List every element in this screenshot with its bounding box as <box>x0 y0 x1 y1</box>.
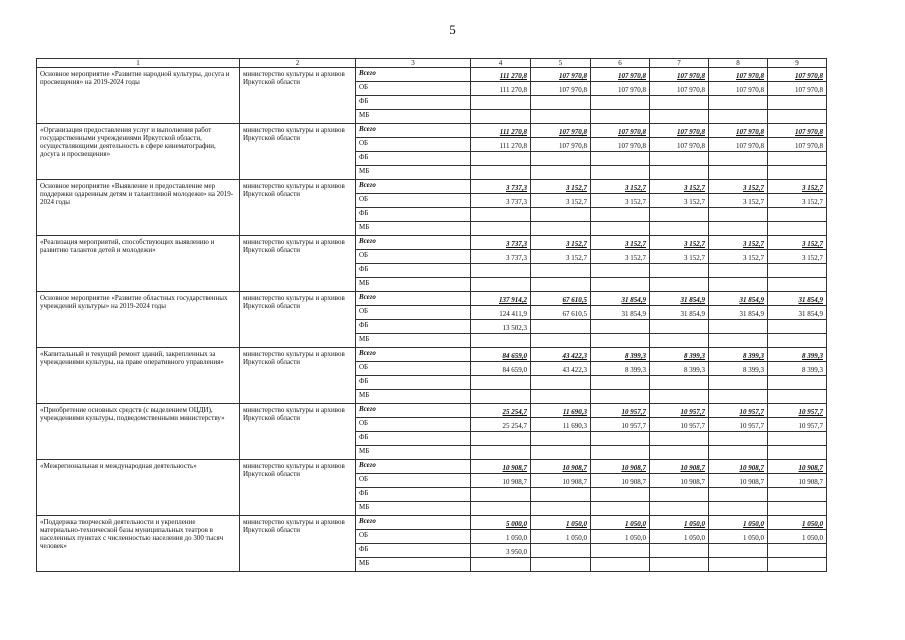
amount-cell: 10 908,7 <box>709 474 768 488</box>
amount-cell: 8 399,3 <box>709 362 768 376</box>
amount-cell: 3 152,7 <box>768 236 827 250</box>
amount-cell <box>591 334 650 348</box>
amount-cell <box>650 222 709 236</box>
amount-cell: 1 050,0 <box>709 516 768 530</box>
funding-source: ФБ <box>356 376 471 390</box>
amount-cell: 10 957,7 <box>709 404 768 418</box>
amount-cell <box>531 320 591 334</box>
amount-cell <box>591 264 650 278</box>
funding-source: ФБ <box>356 152 471 166</box>
amount-cell: 10 957,7 <box>650 418 709 432</box>
amount-cell <box>709 446 768 460</box>
amount-cell <box>531 334 591 348</box>
funding-source: ОБ <box>356 418 471 432</box>
amount-cell: 10 908,7 <box>768 474 827 488</box>
amount-cell <box>650 488 709 502</box>
amount-cell: 10 957,7 <box>591 404 650 418</box>
amount-cell <box>768 208 827 222</box>
amount-cell: 107 970,8 <box>650 82 709 96</box>
amount-cell: 111 270,8 <box>471 82 531 96</box>
amount-cell: 3 152,7 <box>531 236 591 250</box>
funding-source: ФБ <box>356 432 471 446</box>
amount-cell <box>650 376 709 390</box>
amount-cell: 8 399,3 <box>768 348 827 362</box>
measure-name: «Капитальный и текущий ремонт зданий, закрепленных за учреждениями культуры, на праве оперативного управления» <box>37 348 240 404</box>
measure-name: «Межрегиональная и международная деятельность» <box>37 460 240 516</box>
amount-cell <box>471 488 531 502</box>
amount-cell <box>531 544 591 558</box>
amount-cell <box>650 152 709 166</box>
header-cell: 4 <box>471 59 531 68</box>
amount-cell: 8 399,3 <box>650 348 709 362</box>
amount-cell <box>591 166 650 180</box>
amount-cell: 31 854,9 <box>650 292 709 306</box>
amount-cell <box>471 446 531 460</box>
amount-cell: 5 000,0 <box>471 516 531 530</box>
amount-cell: 1 050,0 <box>709 530 768 544</box>
amount-cell <box>591 558 650 572</box>
amount-cell <box>768 166 827 180</box>
amount-cell <box>709 208 768 222</box>
amount-cell: 3 152,7 <box>531 194 591 208</box>
amount-cell <box>768 222 827 236</box>
amount-cell <box>650 558 709 572</box>
amount-cell: 107 970,8 <box>768 82 827 96</box>
amount-cell: 84 659,0 <box>471 362 531 376</box>
amount-cell: 1 050,0 <box>650 516 709 530</box>
amount-cell: 3 152,7 <box>591 250 650 264</box>
amount-cell <box>768 390 827 404</box>
amount-cell <box>531 488 591 502</box>
amount-cell: 67 610,5 <box>531 306 591 320</box>
amount-cell <box>531 502 591 516</box>
table-row <box>37 404 827 418</box>
amount-cell: 107 970,8 <box>768 124 827 138</box>
funding-source: ОБ <box>356 474 471 488</box>
responsible-org: министерство культуры и архивов Иркутской области <box>240 404 356 460</box>
amount-cell <box>768 320 827 334</box>
amount-cell: 3 152,7 <box>650 180 709 194</box>
amount-cell: 107 970,8 <box>709 124 768 138</box>
amount-cell <box>709 334 768 348</box>
funding-source: ОБ <box>356 250 471 264</box>
measure-name: Основное мероприятие «Развитие народной культуры, досуга и просвещения» на 2019-2024 годы <box>37 68 240 124</box>
funding-source: МБ <box>356 278 471 292</box>
funding-source: ОБ <box>356 82 471 96</box>
funding-source: ФБ <box>356 544 471 558</box>
amount-cell: 1 050,0 <box>531 516 591 530</box>
amount-cell: 3 152,7 <box>650 194 709 208</box>
funding-source: Всего <box>356 348 471 362</box>
amount-cell: 3 152,7 <box>709 250 768 264</box>
amount-cell <box>531 96 591 110</box>
amount-cell <box>650 320 709 334</box>
amount-cell: 31 854,9 <box>768 292 827 306</box>
amount-cell: 3 737,3 <box>471 236 531 250</box>
amount-cell: 1 050,0 <box>471 530 531 544</box>
amount-cell: 31 854,9 <box>591 292 650 306</box>
amount-cell: 10 908,7 <box>591 474 650 488</box>
header-cell: 8 <box>709 59 768 68</box>
funding-source: МБ <box>356 110 471 124</box>
amount-cell <box>471 208 531 222</box>
amount-cell <box>650 432 709 446</box>
amount-cell <box>650 166 709 180</box>
amount-cell: 8 399,3 <box>768 362 827 376</box>
amount-cell: 8 399,3 <box>591 362 650 376</box>
amount-cell <box>471 110 531 124</box>
funding-source: МБ <box>356 390 471 404</box>
funding-source: ОБ <box>356 306 471 320</box>
amount-cell <box>591 96 650 110</box>
amount-cell <box>709 502 768 516</box>
amount-cell: 1 050,0 <box>768 516 827 530</box>
amount-cell: 1 050,0 <box>768 530 827 544</box>
amount-cell <box>650 390 709 404</box>
amount-cell <box>531 446 591 460</box>
amount-cell <box>591 376 650 390</box>
amount-cell <box>471 152 531 166</box>
amount-cell: 10 957,7 <box>650 404 709 418</box>
amount-cell <box>650 278 709 292</box>
amount-cell: 10 957,7 <box>768 404 827 418</box>
amount-cell: 107 970,8 <box>531 138 591 152</box>
amount-cell: 3 152,7 <box>591 194 650 208</box>
amount-cell: 43 422,3 <box>531 362 591 376</box>
amount-cell: 10 908,7 <box>471 460 531 474</box>
amount-cell <box>709 376 768 390</box>
funding-source: Всего <box>356 292 471 306</box>
amount-cell: 10 908,7 <box>471 474 531 488</box>
amount-cell <box>709 264 768 278</box>
amount-cell: 111 270,8 <box>471 124 531 138</box>
amount-cell: 25 254,7 <box>471 404 531 418</box>
amount-cell <box>471 432 531 446</box>
amount-cell <box>471 264 531 278</box>
table-row <box>37 68 827 82</box>
measure-name: «Реализация мероприятий, способствующих выявлению и развитию талантов детей и молодежи» <box>37 236 240 292</box>
table-row <box>37 180 827 194</box>
amount-cell: 124 411,9 <box>471 306 531 320</box>
amount-cell <box>531 432 591 446</box>
funding-source: МБ <box>356 222 471 236</box>
table-row <box>37 348 827 362</box>
amount-cell: 10 908,7 <box>709 460 768 474</box>
funding-source: Всего <box>356 516 471 530</box>
amount-cell: 107 970,8 <box>591 82 650 96</box>
amount-cell: 31 854,9 <box>709 292 768 306</box>
header-cell: 6 <box>591 59 650 68</box>
amount-cell: 107 970,8 <box>709 82 768 96</box>
header-cell: 9 <box>768 59 827 68</box>
amount-cell <box>531 166 591 180</box>
funding-source: ФБ <box>356 264 471 278</box>
funding-source: Всего <box>356 180 471 194</box>
amount-cell: 10 908,7 <box>650 474 709 488</box>
header-row <box>37 59 827 68</box>
amount-cell: 10 908,7 <box>650 460 709 474</box>
amount-cell: 3 152,7 <box>531 180 591 194</box>
measure-name: Основное мероприятие «Развитие областных государственных учреждений культуры» на 2019-2024 годы <box>37 292 240 348</box>
amount-cell <box>768 376 827 390</box>
budget-table <box>36 58 827 572</box>
amount-cell: 3 152,7 <box>591 236 650 250</box>
amount-cell: 10 908,7 <box>768 460 827 474</box>
funding-source: ФБ <box>356 208 471 222</box>
table-row <box>37 460 827 474</box>
amount-cell: 107 970,8 <box>709 138 768 152</box>
header-cell: 7 <box>650 59 709 68</box>
amount-cell <box>471 278 531 292</box>
amount-cell: 3 737,3 <box>471 194 531 208</box>
amount-cell <box>768 432 827 446</box>
amount-cell: 1 050,0 <box>650 530 709 544</box>
amount-cell: 10 908,7 <box>531 474 591 488</box>
amount-cell: 43 422,3 <box>531 348 591 362</box>
amount-cell <box>591 502 650 516</box>
amount-cell <box>709 558 768 572</box>
amount-cell <box>471 376 531 390</box>
funding-source: ОБ <box>356 138 471 152</box>
amount-cell <box>768 96 827 110</box>
responsible-org: министерство культуры и архивов Иркутской области <box>240 236 356 292</box>
funding-source: ФБ <box>356 320 471 334</box>
amount-cell <box>650 110 709 124</box>
header-cell: 2 <box>240 59 356 68</box>
amount-cell <box>591 390 650 404</box>
amount-cell: 3 737,3 <box>471 180 531 194</box>
amount-cell: 3 152,7 <box>768 180 827 194</box>
measure-name: «Организация предоставления услуг и выполнения работ государственными учреждениями Иркутской области, осуществляющими деятельность в сфере кинематографии, досуга и просвещения» <box>37 124 240 180</box>
amount-cell: 137 914,2 <box>471 292 531 306</box>
amount-cell: 107 970,8 <box>591 124 650 138</box>
amount-cell: 1 050,0 <box>591 516 650 530</box>
amount-cell <box>768 488 827 502</box>
amount-cell: 8 399,3 <box>591 348 650 362</box>
measure-name: «Приобретение основных средств (с выделением ОЦДИ), учреждениями культуры, подведомственными министерству» <box>37 404 240 460</box>
funding-source: Всего <box>356 236 471 250</box>
responsible-org: министерство культуры и архивов Иркутской области <box>240 180 356 236</box>
amount-cell <box>768 446 827 460</box>
amount-cell: 3 152,7 <box>531 250 591 264</box>
funding-source: МБ <box>356 502 471 516</box>
amount-cell <box>531 278 591 292</box>
amount-cell <box>531 390 591 404</box>
amount-cell <box>531 208 591 222</box>
amount-cell: 107 970,8 <box>768 68 827 82</box>
amount-cell: 111 270,8 <box>471 138 531 152</box>
amount-cell <box>531 558 591 572</box>
amount-cell <box>471 96 531 110</box>
amount-cell: 10 908,7 <box>531 460 591 474</box>
responsible-org: министерство культуры и архивов Иркутской области <box>240 460 356 516</box>
amount-cell: 107 970,8 <box>650 138 709 152</box>
amount-cell <box>768 278 827 292</box>
amount-cell <box>591 110 650 124</box>
amount-cell: 3 152,7 <box>591 180 650 194</box>
amount-cell: 111 270,8 <box>471 68 531 82</box>
amount-cell <box>709 96 768 110</box>
amount-cell: 31 854,9 <box>591 306 650 320</box>
responsible-org: министерство культуры и архивов Иркутской области <box>240 516 356 572</box>
amount-cell <box>591 208 650 222</box>
amount-cell: 10 957,7 <box>709 418 768 432</box>
amount-cell <box>591 222 650 236</box>
amount-cell <box>531 376 591 390</box>
amount-cell: 31 854,9 <box>650 306 709 320</box>
table-row <box>37 236 827 250</box>
amount-cell <box>471 390 531 404</box>
funding-source: МБ <box>356 334 471 348</box>
amount-cell <box>768 558 827 572</box>
header-cell: 3 <box>356 59 471 68</box>
amount-cell <box>650 446 709 460</box>
responsible-org: министерство культуры и архивов Иркутской области <box>240 124 356 180</box>
amount-cell: 3 152,7 <box>650 250 709 264</box>
amount-cell: 13 502,3 <box>471 320 531 334</box>
measure-name: Основное мероприятие «Выявление и предоставление мер поддержки одаренным детям и талантливой молодежи» на 2019-2024 годы <box>37 180 240 236</box>
table-row <box>37 124 827 138</box>
amount-cell: 67 610,5 <box>531 292 591 306</box>
amount-cell: 3 950,0 <box>471 544 531 558</box>
amount-cell: 25 254,7 <box>471 418 531 432</box>
amount-cell: 107 970,8 <box>531 68 591 82</box>
amount-cell: 107 970,8 <box>591 68 650 82</box>
amount-cell: 107 970,8 <box>650 68 709 82</box>
amount-cell <box>650 334 709 348</box>
funding-source: ФБ <box>356 96 471 110</box>
responsible-org: министерство культуры и архивов Иркутской области <box>240 292 356 348</box>
funding-source: ОБ <box>356 530 471 544</box>
funding-source: Всего <box>356 460 471 474</box>
funding-source: МБ <box>356 446 471 460</box>
amount-cell <box>650 502 709 516</box>
amount-cell: 107 970,8 <box>650 124 709 138</box>
amount-cell <box>768 110 827 124</box>
amount-cell: 3 152,7 <box>768 250 827 264</box>
amount-cell <box>650 96 709 110</box>
amount-cell: 107 970,8 <box>531 82 591 96</box>
amount-cell <box>709 152 768 166</box>
funding-source: МБ <box>356 166 471 180</box>
amount-cell: 107 970,8 <box>591 138 650 152</box>
amount-cell <box>471 166 531 180</box>
amount-cell: 3 737,3 <box>471 250 531 264</box>
amount-cell: 10 957,7 <box>591 418 650 432</box>
amount-cell <box>709 390 768 404</box>
amount-cell <box>591 488 650 502</box>
amount-cell <box>709 488 768 502</box>
amount-cell <box>591 544 650 558</box>
amount-cell <box>709 544 768 558</box>
amount-cell <box>650 544 709 558</box>
amount-cell: 8 399,3 <box>650 362 709 376</box>
amount-cell: 3 152,7 <box>709 180 768 194</box>
amount-cell <box>471 222 531 236</box>
amount-cell: 107 970,8 <box>531 124 591 138</box>
amount-cell <box>768 544 827 558</box>
amount-cell <box>591 446 650 460</box>
amount-cell <box>768 334 827 348</box>
measure-name: «Поддержка творческой деятельности и укрепление материально-технической базы муниципальных театров в населенных пунктах с численностью населения до 300 тысяч человек» <box>37 516 240 572</box>
amount-cell: 11 690,3 <box>531 418 591 432</box>
amount-cell <box>650 208 709 222</box>
amount-cell <box>591 152 650 166</box>
amount-cell: 84 659,0 <box>471 348 531 362</box>
amount-cell <box>709 166 768 180</box>
funding-source: Всего <box>356 68 471 82</box>
amount-cell <box>650 264 709 278</box>
funding-source: Всего <box>356 124 471 138</box>
amount-cell: 10 957,7 <box>768 418 827 432</box>
page-number: 5 <box>449 22 456 37</box>
amount-cell <box>591 320 650 334</box>
header-cell: 5 <box>531 59 591 68</box>
header-cell: 1 <box>37 59 240 68</box>
amount-cell: 31 854,9 <box>768 306 827 320</box>
amount-cell <box>531 110 591 124</box>
funding-source: ОБ <box>356 362 471 376</box>
funding-source: ФБ <box>356 488 471 502</box>
table-row <box>37 292 827 306</box>
amount-cell: 1 050,0 <box>531 530 591 544</box>
table-row <box>37 516 827 530</box>
amount-cell: 8 399,3 <box>709 348 768 362</box>
amount-cell: 1 050,0 <box>591 530 650 544</box>
funding-source: Всего <box>356 404 471 418</box>
amount-cell <box>768 152 827 166</box>
responsible-org: министерство культуры и архивов Иркутской области <box>240 68 356 124</box>
amount-cell: 31 854,9 <box>709 306 768 320</box>
responsible-org: министерство культуры и архивов Иркутской области <box>240 348 356 404</box>
amount-cell <box>531 222 591 236</box>
funding-source: МБ <box>356 558 471 572</box>
amount-cell: 10 908,7 <box>591 460 650 474</box>
amount-cell <box>471 334 531 348</box>
funding-source: ОБ <box>356 194 471 208</box>
amount-cell <box>709 432 768 446</box>
amount-cell <box>591 278 650 292</box>
amount-cell: 3 152,7 <box>650 236 709 250</box>
amount-cell <box>531 264 591 278</box>
amount-cell <box>471 502 531 516</box>
amount-cell: 3 152,7 <box>709 194 768 208</box>
amount-cell: 11 690,3 <box>531 404 591 418</box>
amount-cell <box>471 558 531 572</box>
amount-cell <box>709 222 768 236</box>
amount-cell: 3 152,7 <box>768 194 827 208</box>
amount-cell <box>709 278 768 292</box>
amount-cell <box>768 502 827 516</box>
amount-cell <box>709 320 768 334</box>
amount-cell <box>531 152 591 166</box>
amount-cell <box>768 264 827 278</box>
amount-cell <box>591 432 650 446</box>
amount-cell: 3 152,7 <box>709 236 768 250</box>
amount-cell: 107 970,8 <box>768 138 827 152</box>
amount-cell <box>709 110 768 124</box>
amount-cell: 107 970,8 <box>709 68 768 82</box>
